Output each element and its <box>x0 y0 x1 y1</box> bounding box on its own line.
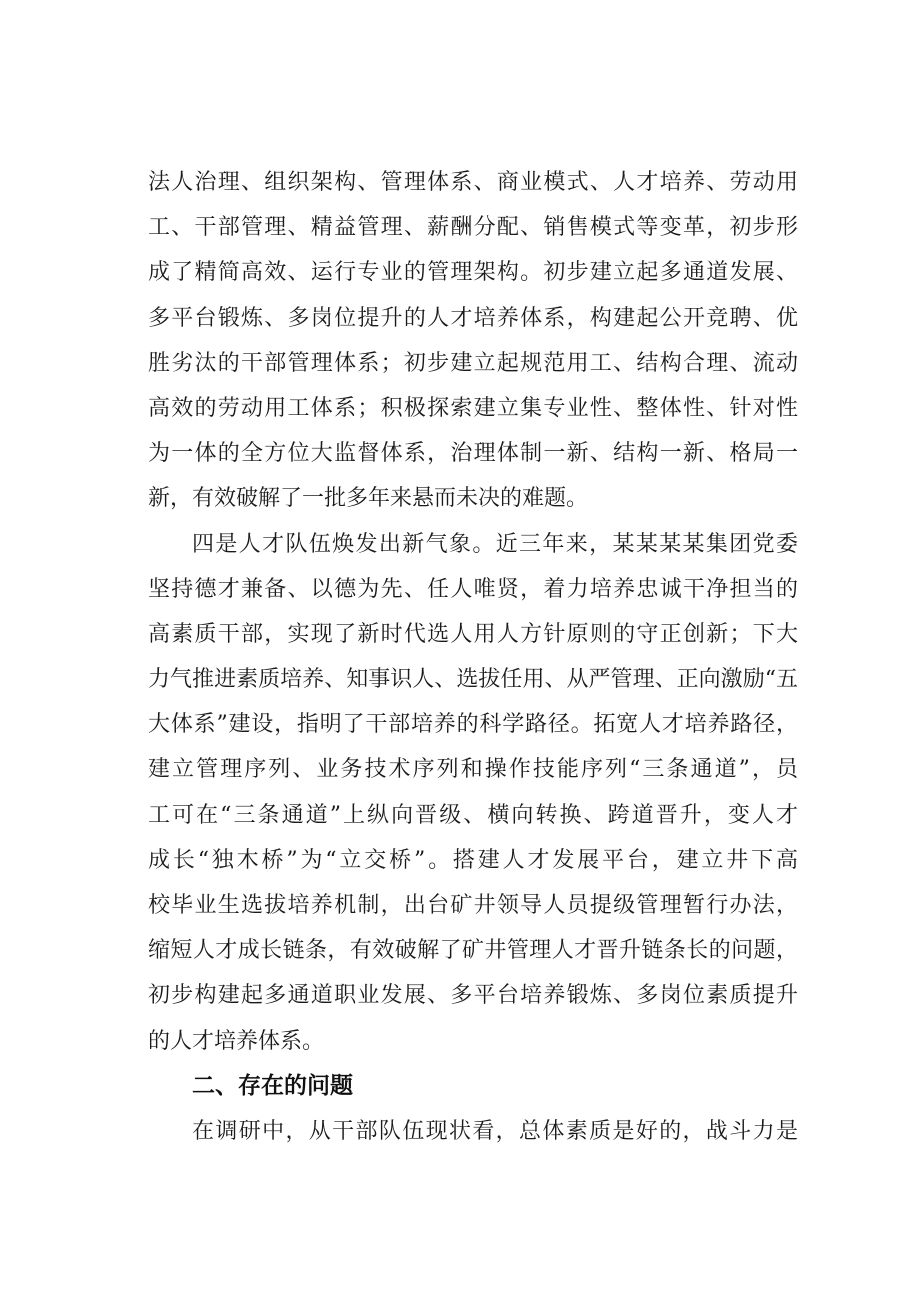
text-line: 成了精简高效、运行专业的管理架构。初步建立起多通道发展、 <box>148 260 798 286</box>
text-line: 建立管理序列、业务技术序列和操作技能序列“三条通道”，员 <box>148 757 798 783</box>
text-line: 为一体的全方位大监督体系，治理体制一新、结构一新、格局一 <box>148 441 798 467</box>
text-line: 成长“独木桥”为“立交桥”。搭建人才发展平台，建立井下高 <box>148 847 798 873</box>
paragraph-survey <box>148 1109 798 1154</box>
text-line: 高效的劳动用工体系；积极探索建立集专业性、整体性、针对性 <box>148 395 798 421</box>
text-line: 在调研中，从干部队伍现状看，总体素质是好的，战斗力是 <box>192 1118 798 1144</box>
document-body <box>148 160 798 1154</box>
paragraph-reform-results <box>148 160 798 522</box>
text-line: 校毕业生选拔培养机制，出台矿井领导人员提级管理暂行办法， <box>148 893 798 918</box>
paragraph-talent-team <box>148 522 798 1064</box>
text-line: 工可在“三条通道”上纵向晋级、横向转换、跨道晋升，变人才 <box>148 802 798 828</box>
text-line: 多平台锻炼、多岗位提升的人才培养体系，构建起公开竞聘、优 <box>148 305 798 331</box>
text-line: 坚持德才兼备、以德为先、任人唯贤，着力培养忠诚干净担当的 <box>148 576 798 602</box>
section-heading: 二、存在的问题 <box>192 1072 353 1099</box>
text-line: 四是人才队伍焕发出新气象。近三年来，某某某某集团党委 <box>192 531 798 557</box>
text-line: 新，有效破解了一批多年来悬而未决的难题。 <box>148 486 589 512</box>
text-line: 力气推进素质培养、知事识人、选拔任用、从严管理、正向激励“五 <box>148 667 798 693</box>
text-line: 高素质干部，实现了新时代选人用人方针原则的守正创新；下大 <box>148 621 798 647</box>
text-line: 的人才培养体系。 <box>148 1028 325 1054</box>
text-line: 大体系”建设，指明了干部培养的科学路径。拓宽人才培养路径， <box>148 712 798 738</box>
text-line: 法人治理、组织架构、管理体系、商业模式、人才培养、劳动用 <box>148 170 798 195</box>
text-line: 胜劣汰的干部管理体系；初步建立起规范用工、结构合理、流动 <box>148 350 798 376</box>
text-line: 初步构建起多通道职业发展、多平台培养锻炼、多岗位素质提升 <box>148 983 798 1009</box>
text-line: 缩短人才成长链条，有效破解了矿井管理人才晋升链条长的问题， <box>148 938 798 964</box>
text-line: 工、干部管理、精益管理、薪酬分配、销售模式等变革，初步形 <box>148 215 798 241</box>
